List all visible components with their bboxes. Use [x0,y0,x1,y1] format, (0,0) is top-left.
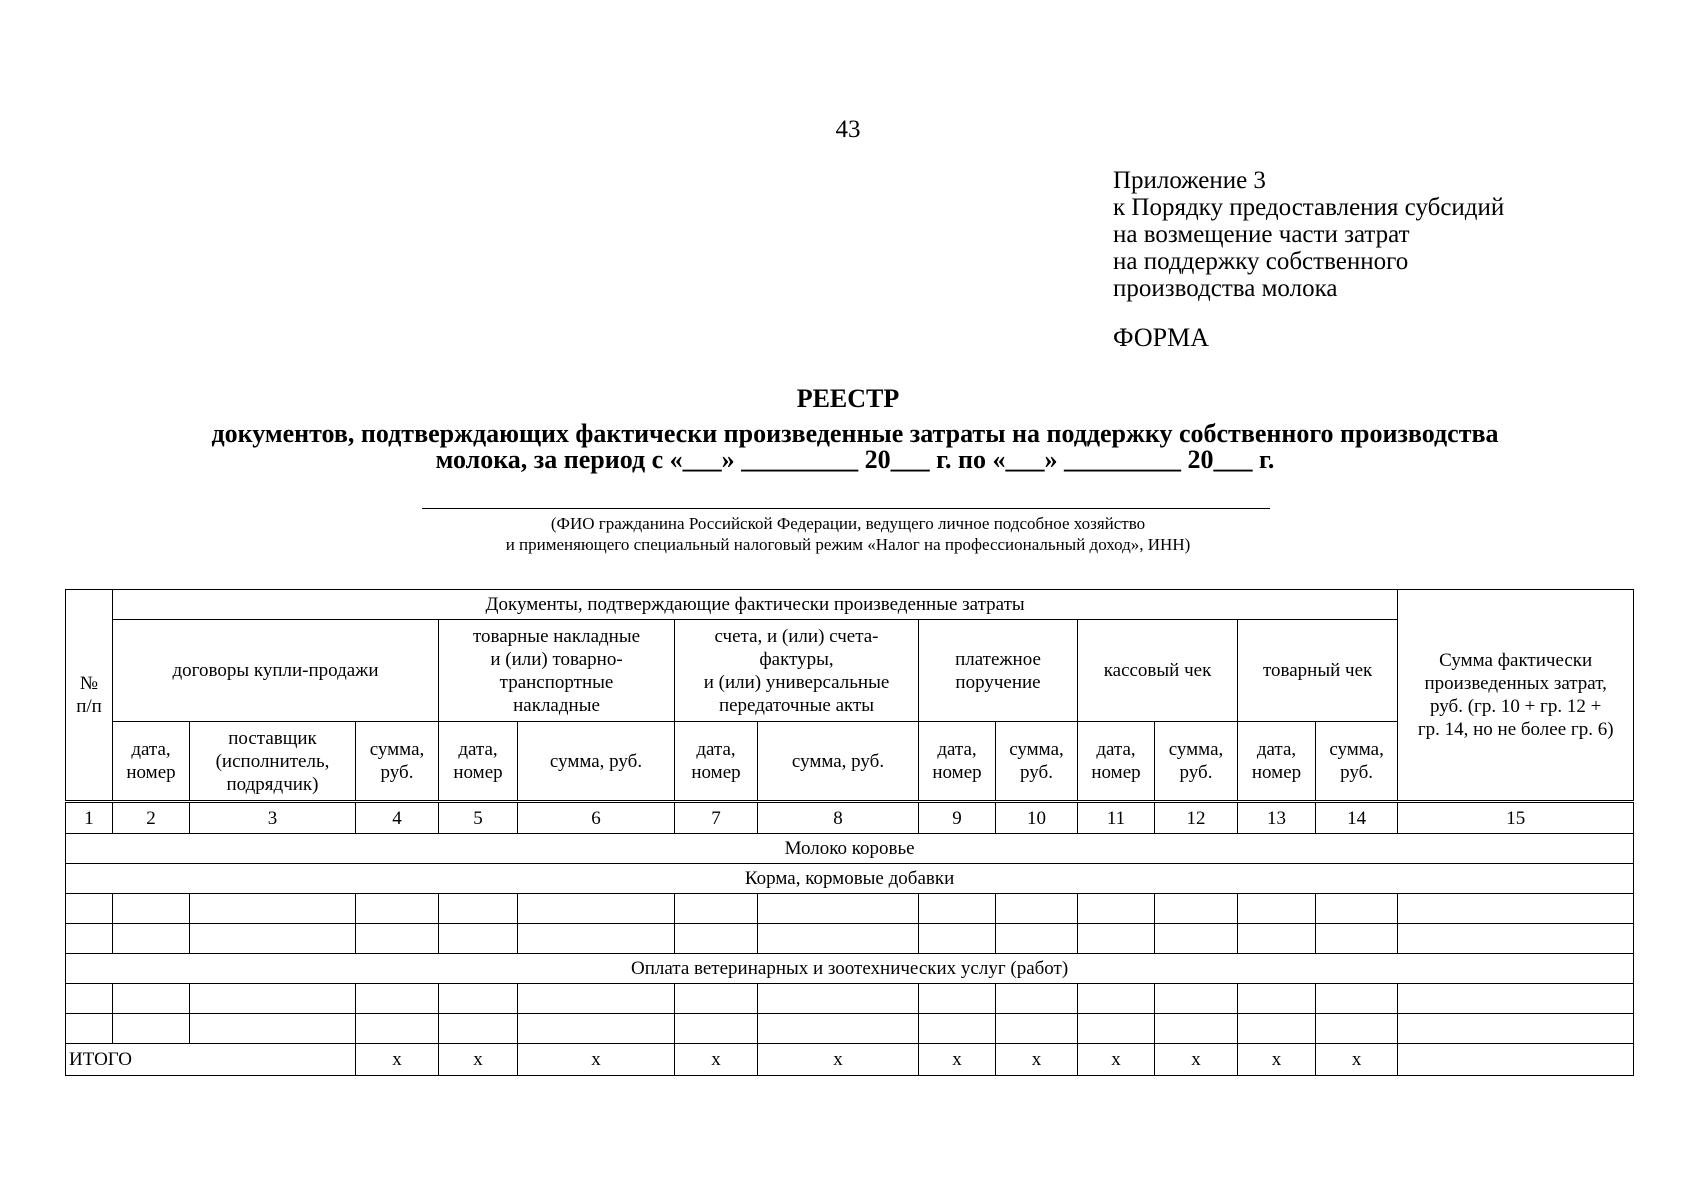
table-cell[interactable] [113,924,190,954]
fio-caption-line-2: и применяющего специальный налоговый режим «Налог на профессиональный доход», ИНН) [505,535,1191,554]
sub-date-number: дата, номер [439,722,518,802]
column-number: 13 [1238,802,1316,834]
table-cell[interactable] [356,1014,439,1044]
table-cell[interactable] [919,984,996,1014]
group-invoices-line: передаточные акты [718,694,875,716]
column-number: 6 [518,802,675,834]
table-cell[interactable] [1078,894,1155,924]
table-cell[interactable] [758,984,919,1014]
section-milk: Молоко коровье [66,834,1634,864]
sub-date-number: дата, номер [113,722,190,802]
group-waybills-line: транспортные [499,671,614,693]
group-payment-order-line: платежное [955,648,1041,670]
sub-sum: сумма, руб. [758,722,919,802]
total-sum-header-line: Сумма фактически [1439,650,1593,671]
sub-sum: сумма, руб. [1155,722,1238,802]
table-cell[interactable] [1398,894,1634,924]
group-sales-receipt: товарный чек [1238,620,1398,722]
table-cell[interactable] [1398,1014,1634,1044]
table-cell[interactable] [356,924,439,954]
total-sum-header-line: произведенных затрат, [1424,673,1607,694]
table-cell[interactable] [996,984,1078,1014]
table-row [66,984,1634,1014]
column-number: 7 [675,802,758,834]
table-cell[interactable] [1078,1014,1155,1044]
fio-caption-line-1: (ФИО гражданина Российской Федерации, ведущего личное подсобное хозяйство [550,514,1146,533]
table-cell[interactable] [1316,894,1398,924]
table-cell[interactable] [113,1014,190,1044]
table-cell[interactable] [190,984,356,1014]
table-cell[interactable] [758,894,919,924]
group-waybills [439,620,675,722]
table-cell[interactable] [1155,984,1238,1014]
total-row [66,1044,1634,1076]
appendix-line: на возмещение части затрат [1113,221,1410,248]
table-cell[interactable] [1238,894,1316,924]
table-cell[interactable] [919,924,996,954]
sub-date-number: дата, номер [675,722,758,802]
appendix-line: Приложение 3 [1113,167,1266,194]
column-number: 8 [758,802,919,834]
table-cell[interactable] [356,984,439,1014]
table-cell[interactable] [996,894,1078,924]
appendix-line: к Порядку предоставления субсидий [1113,194,1505,221]
total-mark: х [1155,1044,1238,1076]
total-mark: х [996,1044,1078,1076]
table-cell[interactable] [439,924,518,954]
total-sum-header-line: гр. 14, но не более гр. 6) [1417,719,1614,740]
row-number-header [66,590,113,802]
appendix-block [1113,167,1504,302]
sub-date-number: дата, номер [919,722,996,802]
total-mark: х [1238,1044,1316,1076]
total-mark: х [439,1044,518,1076]
table-row [66,924,1634,954]
table-cell[interactable] [1078,924,1155,954]
subtitle-line-1: документов, подтверждающих фактически произведенные затраты на поддержку собственного производства [211,419,1499,448]
total-mark: х [356,1044,439,1076]
table-cell[interactable] [919,894,996,924]
table-cell[interactable] [66,1014,113,1044]
fio-caption [0,513,1696,555]
subtitle-line-2: молока, за период с «___» _________ 20___ г. по «___» _________ 20___ г. [435,445,1275,474]
table-cell[interactable] [439,984,518,1014]
table-cell[interactable] [66,924,113,954]
column-number: 9 [919,802,996,834]
table-cell[interactable] [675,894,758,924]
group-invoices-line: счета, и (или) счета- [714,625,879,647]
table-cell[interactable] [66,894,113,924]
registry-table [65,589,1634,1076]
table-cell[interactable] [1316,984,1398,1014]
sub-date-number: дата, номер [1078,722,1155,802]
column-number: 3 [190,802,356,834]
page-number: 43 [835,116,861,143]
table-cell[interactable] [1155,924,1238,954]
column-number: 14 [1316,802,1398,834]
table-cell[interactable] [1316,1014,1398,1044]
sub-sum: сумма, руб. [1316,722,1398,802]
table-cell[interactable] [518,1014,675,1044]
documents-header: Документы, подтверждающие фактически произведенные затраты [113,590,1398,620]
document-title: РЕЕСТР [796,384,900,413]
total-label: ИТОГО [66,1044,356,1076]
total-sum-cell[interactable] [1398,1044,1634,1076]
table-cell[interactable] [1238,1014,1316,1044]
group-invoices-line: фактуры, [759,648,834,670]
table-cell[interactable] [996,924,1078,954]
total-sum-header [1398,590,1634,802]
table-cell[interactable] [1238,984,1316,1014]
sub-supplier: поставщик (исполнитель, подрядчик) [190,722,356,802]
table-cell[interactable] [439,894,518,924]
total-mark: х [675,1044,758,1076]
group-payment-order-line: поручение [955,671,1041,693]
table-cell[interactable] [1316,924,1398,954]
group-waybills-line: и (или) товарно- [490,648,623,670]
total-mark: х [919,1044,996,1076]
group-payment-order [919,620,1078,722]
table-cell[interactable] [1078,984,1155,1014]
column-number: 4 [356,802,439,834]
table-cell[interactable] [996,1014,1078,1044]
table-cell[interactable] [1155,1014,1238,1044]
column-number: 1 [66,802,113,834]
table-cell[interactable] [113,894,190,924]
table-cell[interactable] [518,894,675,924]
table-row [66,1014,1634,1044]
table-cell[interactable] [66,984,113,1014]
table-cell[interactable] [518,984,675,1014]
total-sum-header-line: руб. (гр. 10 + гр. 12 + [1430,696,1602,717]
section-feed: Корма, кормовые добавки [66,864,1634,894]
form-label: ФОРМА [1113,323,1209,352]
table-cell[interactable] [1398,984,1634,1014]
column-number: 10 [996,802,1078,834]
appendix-line: на поддержку собственного [1113,248,1409,275]
total-mark: х [518,1044,675,1076]
table-cell[interactable] [675,1014,758,1044]
group-cash-receipt: кассовый чек [1078,620,1238,722]
group-waybills-line: накладные [513,694,600,716]
table-cell[interactable] [758,924,919,954]
column-number: 12 [1155,802,1238,834]
appendix-line: производства молока [1113,275,1338,302]
table-cell[interactable] [190,1014,356,1044]
table-cell[interactable] [518,924,675,954]
sub-sum: сумма, руб. [356,722,439,802]
table-cell[interactable] [675,984,758,1014]
table-cell[interactable] [113,984,190,1014]
section-row-feed [66,864,1634,894]
document-subtitle [120,421,1590,473]
table-cell[interactable] [439,1014,518,1044]
group-invoices [675,620,919,722]
table-cell[interactable] [919,1014,996,1044]
sub-sum: сумма, руб. [996,722,1078,802]
group-invoices-line: и (или) универсальные [703,671,890,693]
group-waybills-line: товарные накладные [472,625,641,647]
table-cell[interactable] [758,1014,919,1044]
section-vet: Оплата ветеринарных и зоотехнических услуг (работ) [66,954,1634,984]
row-number-header-line: № [79,673,99,694]
section-row-vet [66,954,1634,984]
column-number: 11 [1078,802,1155,834]
section-row-milk [66,834,1634,864]
row-number-header-line: п/п [76,696,102,717]
table-cell[interactable] [1155,894,1238,924]
column-number: 15 [1398,802,1634,834]
fio-signature-line [422,508,1270,509]
column-number: 2 [113,802,190,834]
group-contracts: договоры купли-продажи [113,620,439,722]
column-numbers-row [66,802,1634,834]
table-cell[interactable] [356,894,439,924]
table-cell[interactable] [190,924,356,954]
sub-date-number: дата, номер [1238,722,1316,802]
table-cell[interactable] [1238,924,1316,954]
total-mark: х [1316,1044,1398,1076]
table-row [66,894,1634,924]
column-number: 5 [439,802,518,834]
header-row-top [66,590,1634,620]
table-cell[interactable] [190,894,356,924]
sub-sum: сумма, руб. [518,722,675,802]
table-cell[interactable] [1398,924,1634,954]
total-mark: х [1078,1044,1155,1076]
total-mark: х [758,1044,919,1076]
table-cell[interactable] [675,924,758,954]
